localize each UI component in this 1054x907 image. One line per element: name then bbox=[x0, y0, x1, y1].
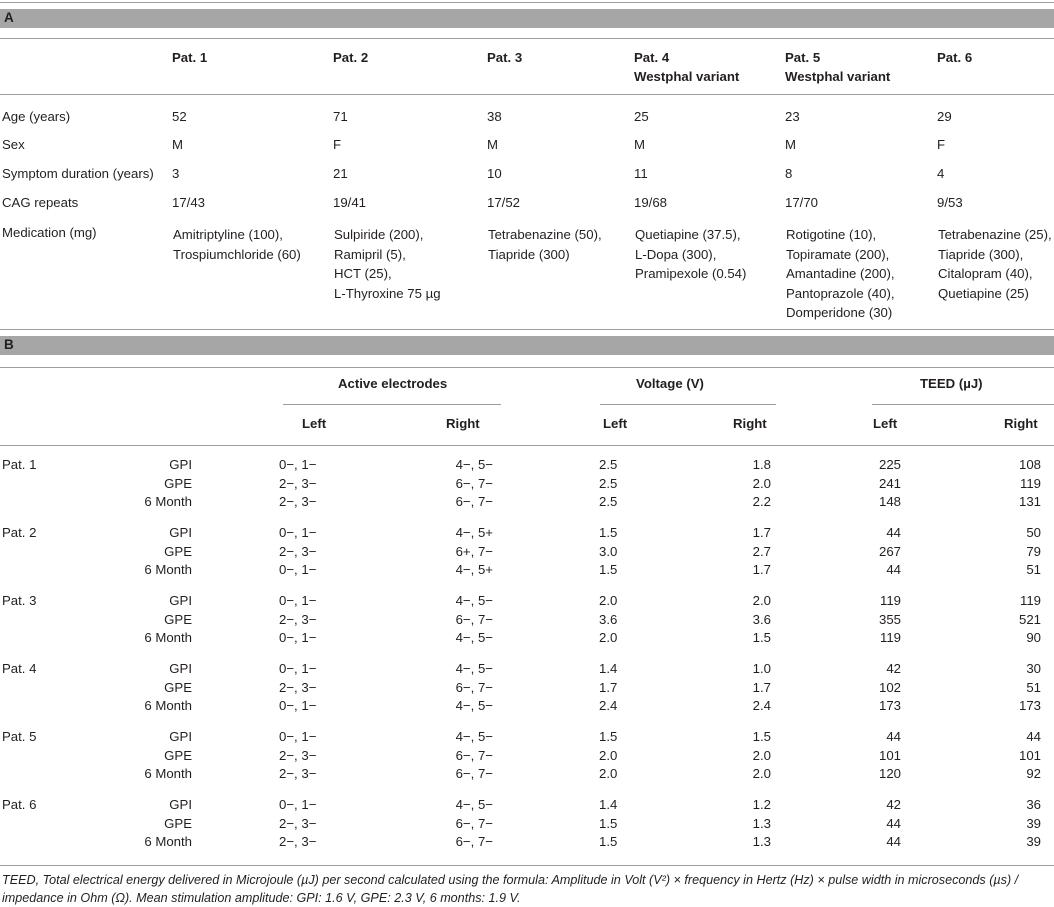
data-cell-vR: 2.0 bbox=[752, 747, 771, 763]
data-cell-tL: 44 bbox=[886, 729, 901, 744]
medication-line: HCT (25), bbox=[334, 266, 392, 281]
row-label: CAG repeats bbox=[2, 195, 79, 210]
data-cell-vL: 2.0 bbox=[599, 630, 618, 645]
medication-line: Amantadine (200), bbox=[786, 266, 895, 281]
condition-label: GPI bbox=[169, 593, 192, 608]
data-cell-eR: 4−, 5− bbox=[455, 698, 493, 713]
data-cell-tL: 148 bbox=[878, 494, 901, 509]
data-cell-eR: 6−, 7− bbox=[455, 475, 493, 491]
cell-value: 9/53 bbox=[937, 195, 963, 210]
data-cell-vR: 1.7 bbox=[752, 679, 771, 695]
medication-line: Tetrabenazine (50), bbox=[488, 227, 602, 242]
data-cell-tL: 173 bbox=[878, 698, 901, 713]
condition-label: 6 Month bbox=[144, 630, 192, 645]
subheader-right: Right bbox=[733, 416, 767, 431]
condition-label: 6 Month bbox=[144, 834, 192, 849]
section-b-header-rule bbox=[0, 367, 1054, 368]
subheader-left: Left bbox=[302, 416, 327, 431]
data-cell-tL: 225 bbox=[878, 457, 901, 472]
data-cell-tL: 102 bbox=[878, 679, 901, 695]
cell-value: 23 bbox=[785, 109, 800, 124]
data-cell-eR: 6−, 7− bbox=[455, 679, 493, 695]
medication-line: Trospiumchloride (60) bbox=[173, 246, 301, 262]
data-cell-vL: 1.5 bbox=[599, 525, 618, 540]
medication-line: Ramipril (5), bbox=[334, 246, 406, 262]
data-cell-tR: 51 bbox=[1026, 679, 1041, 695]
medication-line: Sulpiride (200), bbox=[334, 227, 424, 242]
group-header-voltage: Voltage (V) bbox=[636, 376, 704, 391]
data-cell-vL: 1.5 bbox=[599, 815, 618, 831]
data-cell-eL: 0−, 1− bbox=[279, 593, 317, 608]
data-cell-vR: 1.2 bbox=[752, 797, 771, 812]
medication-line: Citalopram (40), bbox=[938, 266, 1033, 281]
footnote-line-1: TEED, Total electrical energy delivered in Microjoule (µJ) per second calculated using the formula: Amplitude in Volt (V²) × frequency in Hertz (Hz) × pulse width in microseconds (µs) / bbox=[2, 873, 1019, 887]
patient-header: Pat. 1 bbox=[172, 50, 208, 65]
data-cell-tR: 92 bbox=[1026, 766, 1041, 781]
data-cell-tR: 30 bbox=[1026, 661, 1041, 676]
data-cell-eL: 2−, 3− bbox=[279, 494, 317, 509]
patient-header: Pat. 6 bbox=[937, 50, 973, 65]
cell-value: 19/68 bbox=[634, 195, 668, 210]
data-cell-tL: 44 bbox=[886, 834, 901, 849]
data-cell-tR: 173 bbox=[1018, 698, 1041, 713]
cell-value: 11 bbox=[634, 166, 648, 181]
group-rule-voltage bbox=[600, 404, 776, 405]
data-cell-tR: 39 bbox=[1026, 815, 1041, 831]
condition-label: GPI bbox=[169, 525, 192, 540]
data-cell-tR: 50 bbox=[1026, 525, 1041, 540]
data-cell-vR: 2.0 bbox=[752, 766, 771, 781]
patient-header: Pat. 2 bbox=[333, 50, 369, 65]
subheader-right: Right bbox=[446, 416, 480, 431]
data-cell-tR: 119 bbox=[1019, 593, 1041, 608]
data-cell-vL: 1.5 bbox=[599, 729, 618, 744]
data-cell-tR: 101 bbox=[1018, 747, 1041, 763]
data-cell-vR: 2.4 bbox=[752, 698, 771, 713]
medication-line: Quetiapine (37.5), bbox=[635, 227, 741, 242]
data-cell-tR: 521 bbox=[1018, 611, 1041, 627]
subheader-right: Right bbox=[1004, 416, 1038, 431]
data-cell-vL: 3.6 bbox=[599, 611, 618, 627]
cell-value: 71 bbox=[333, 109, 348, 124]
data-cell-vL: 2.5 bbox=[599, 475, 618, 491]
data-cell-vR: 1.5 bbox=[752, 630, 771, 645]
data-cell-eR: 6−, 7− bbox=[455, 611, 493, 627]
patient-header-variant: Westphal variant bbox=[785, 69, 891, 84]
condition-label: GPE bbox=[164, 611, 192, 627]
medication-line: Tiapride (300) bbox=[488, 246, 570, 262]
condition-label: GPE bbox=[164, 543, 192, 559]
cell-value: 29 bbox=[937, 109, 952, 124]
data-cell-eR: 4−, 5− bbox=[455, 797, 493, 812]
data-cell-vR: 3.6 bbox=[752, 611, 771, 627]
data-cell-eR: 4−, 5− bbox=[455, 457, 493, 472]
patient-label: Pat. 1 bbox=[2, 457, 37, 472]
row-label: Age (years) bbox=[2, 109, 71, 124]
data-cell-vL: 3.0 bbox=[599, 543, 618, 559]
data-cell-tL: 119 bbox=[879, 630, 901, 645]
data-cell-eR: 6−, 7− bbox=[455, 834, 493, 849]
cell-value: M bbox=[785, 137, 796, 152]
condition-label: 6 Month bbox=[144, 562, 192, 577]
data-cell-tR: 108 bbox=[1018, 457, 1041, 472]
data-cell-tR: 36 bbox=[1026, 797, 1041, 812]
condition-label: GPE bbox=[164, 815, 192, 831]
cell-value: 4 bbox=[937, 166, 945, 181]
data-cell-vL: 2.0 bbox=[599, 593, 618, 608]
cell-value: 25 bbox=[634, 109, 649, 124]
data-cell-eL: 0−, 1− bbox=[279, 630, 317, 645]
data-cell-tL: 42 bbox=[886, 661, 901, 676]
data-cell-vL: 2.5 bbox=[599, 457, 618, 472]
cell-value: 17/52 bbox=[487, 195, 521, 210]
medication-line: L-Thyroxine 75 µg bbox=[334, 285, 441, 301]
condition-label: 6 Month bbox=[144, 698, 192, 713]
section-a-header-rule bbox=[0, 38, 1054, 39]
row-label: Medication (mg) bbox=[2, 225, 97, 240]
data-cell-vR: 1.5 bbox=[752, 729, 771, 744]
medication-line: L-Dopa (300), bbox=[635, 246, 717, 262]
data-cell-eL: 2−, 3− bbox=[279, 815, 317, 831]
data-cell-eR: 4−, 5− bbox=[455, 661, 493, 676]
medication-line: Rotigotine (10), bbox=[786, 227, 877, 242]
cell-value: 38 bbox=[487, 109, 502, 124]
data-cell-vL: 1.5 bbox=[599, 834, 618, 849]
data-cell-vR: 2.7 bbox=[752, 543, 771, 559]
data-cell-vL: 2.5 bbox=[599, 494, 618, 509]
patient-header: Pat. 4 bbox=[634, 50, 670, 65]
data-cell-tR: 44 bbox=[1026, 729, 1041, 744]
data-cell-vL: 1.7 bbox=[599, 679, 618, 695]
data-cell-tL: 241 bbox=[878, 475, 901, 491]
data-cell-tR: 39 bbox=[1026, 834, 1041, 849]
data-cell-eR: 4−, 5− bbox=[455, 593, 493, 608]
bottom-rule bbox=[0, 865, 1054, 866]
condition-label: GPE bbox=[164, 747, 192, 763]
cell-value: 8 bbox=[785, 166, 793, 181]
medication-line: Quetiapine (25) bbox=[938, 285, 1029, 301]
data-cell-tR: 79 bbox=[1026, 543, 1041, 559]
data-cell-eR: 4−, 5− bbox=[455, 729, 493, 744]
data-cell-vR: 2.0 bbox=[752, 475, 771, 491]
data-cell-tL: 42 bbox=[886, 797, 901, 812]
data-cell-eR: 6−, 7− bbox=[455, 766, 493, 781]
data-cell-eL: 2−, 3− bbox=[279, 611, 317, 627]
data-cell-tL: 44 bbox=[886, 815, 901, 831]
patient-label: Pat. 2 bbox=[2, 525, 37, 540]
data-cell-vR: 1.3 bbox=[752, 834, 771, 849]
condition-label: GPI bbox=[169, 797, 192, 812]
data-cell-tL: 101 bbox=[878, 747, 901, 763]
cell-value: 10 bbox=[487, 166, 502, 181]
data-cell-eL: 2−, 3− bbox=[279, 543, 317, 559]
medication-line: Topiramate (200), bbox=[786, 246, 890, 262]
data-cell-eL: 0−, 1− bbox=[279, 729, 317, 744]
medication-line: Pramipexole (0.54) bbox=[635, 266, 747, 281]
group-header-teed: TEED (µJ) bbox=[920, 376, 983, 391]
data-cell-tR: 119 bbox=[1019, 475, 1041, 491]
medication-line: Pantoprazole (40), bbox=[786, 285, 895, 301]
data-cell-vR: 1.7 bbox=[752, 525, 771, 540]
subheader-left: Left bbox=[873, 416, 898, 431]
data-cell-eL: 0−, 1− bbox=[279, 525, 317, 540]
patient-header-variant: Westphal variant bbox=[634, 69, 740, 84]
condition-label: GPI bbox=[169, 729, 192, 744]
section-b-top-rule bbox=[0, 329, 1054, 330]
table-footnote bbox=[2, 871, 1052, 907]
medication-line: Amitriptyline (100), bbox=[173, 227, 283, 242]
patient-label: Pat. 3 bbox=[2, 593, 37, 608]
data-cell-tR: 131 bbox=[1018, 494, 1041, 509]
data-cell-eL: 2−, 3− bbox=[279, 766, 317, 781]
data-cell-vL: 1.4 bbox=[599, 661, 618, 676]
data-cell-eL: 0−, 1− bbox=[279, 457, 317, 472]
data-cell-vR: 1.3 bbox=[752, 815, 771, 831]
cell-value: M bbox=[634, 137, 645, 152]
condition-label: GPI bbox=[169, 457, 192, 472]
data-cell-eR: 4−, 5− bbox=[455, 630, 493, 645]
data-cell-tR: 90 bbox=[1026, 630, 1041, 645]
section-b-subheader-rule bbox=[0, 445, 1054, 446]
cell-value: F bbox=[937, 137, 946, 152]
footnote-line-2: impedance in Ohm (Ω). Mean stimulation amplitude: GPI: 1.6 V, GPE: 2.3 V, 6 months: 1.9 V. bbox=[2, 891, 521, 905]
data-cell-tL: 355 bbox=[878, 611, 901, 627]
medication-line: Tetrabenazine (25), bbox=[938, 227, 1052, 242]
data-cell-eL: 2−, 3− bbox=[279, 747, 317, 763]
cell-value: 21 bbox=[333, 166, 348, 181]
section-b-label: B bbox=[4, 337, 14, 352]
data-cell-eL: 2−, 3− bbox=[279, 475, 317, 491]
data-cell-vR: 2.2 bbox=[752, 494, 771, 509]
data-cell-tL: 120 bbox=[878, 766, 901, 781]
data-cell-vR: 1.7 bbox=[752, 562, 771, 577]
data-cell-eL: 0−, 1− bbox=[279, 797, 317, 812]
patient-label: Pat. 4 bbox=[2, 661, 37, 676]
row-label: Symptom duration (years) bbox=[2, 166, 154, 181]
patient-label: Pat. 6 bbox=[2, 797, 37, 812]
data-cell-eR: 4−, 5+ bbox=[455, 525, 493, 540]
data-cell-eR: 6−, 7− bbox=[455, 494, 493, 509]
medication-line: Tiapride (300), bbox=[938, 246, 1024, 262]
section-a-subheader-rule bbox=[0, 94, 1054, 95]
row-label: Sex bbox=[2, 137, 25, 152]
data-cell-tL: 44 bbox=[886, 525, 901, 540]
data-cell-vL: 1.4 bbox=[599, 797, 618, 812]
patient-label: Pat. 5 bbox=[2, 729, 37, 744]
data-cell-eL: 0−, 1− bbox=[279, 698, 317, 713]
data-cell-tL: 44 bbox=[886, 562, 901, 577]
data-cell-tL: 267 bbox=[878, 543, 901, 559]
cell-value: 52 bbox=[172, 109, 187, 124]
section-a-band bbox=[0, 9, 1054, 28]
medication-line: Domperidone (30) bbox=[786, 305, 893, 320]
group-rule-electrodes bbox=[283, 404, 501, 405]
patient-header: Pat. 3 bbox=[487, 50, 523, 65]
condition-label: GPE bbox=[164, 679, 192, 695]
data-cell-eR: 4−, 5+ bbox=[455, 562, 493, 577]
cell-value: M bbox=[172, 137, 183, 152]
condition-label: 6 Month bbox=[144, 494, 192, 509]
data-cell-vR: 1.8 bbox=[752, 457, 771, 472]
data-cell-eR: 6−, 7− bbox=[455, 747, 493, 763]
group-rule-teed bbox=[872, 404, 1054, 405]
cell-value: M bbox=[487, 137, 498, 152]
data-cell-eL: 2−, 3− bbox=[279, 679, 317, 695]
data-cell-vL: 2.0 bbox=[599, 747, 618, 763]
cell-value: 19/41 bbox=[333, 195, 367, 210]
data-cell-eR: 6−, 7− bbox=[455, 815, 493, 831]
data-cell-eL: 2−, 3− bbox=[279, 834, 317, 849]
group-header-electrodes: Active electrodes bbox=[338, 376, 448, 391]
section-a-label: A bbox=[4, 10, 14, 25]
data-cell-eL: 0−, 1− bbox=[279, 562, 317, 577]
cell-value: 17/43 bbox=[172, 195, 206, 210]
data-cell-vL: 1.5 bbox=[599, 562, 618, 577]
cell-value: 17/70 bbox=[785, 195, 819, 210]
subheader-left: Left bbox=[603, 416, 628, 431]
top-rule bbox=[0, 2, 1054, 3]
data-cell-tR: 51 bbox=[1026, 562, 1041, 577]
cell-value: F bbox=[333, 137, 342, 152]
condition-label: GPI bbox=[169, 661, 192, 676]
cell-value: 3 bbox=[172, 166, 180, 181]
condition-label: 6 Month bbox=[144, 766, 192, 781]
data-cell-eR: 6+, 7− bbox=[455, 543, 493, 559]
data-cell-tL: 119 bbox=[879, 593, 901, 608]
data-cell-eL: 0−, 1− bbox=[279, 661, 317, 676]
patient-header: Pat. 5 bbox=[785, 50, 821, 65]
section-b-band bbox=[0, 336, 1054, 355]
data-cell-vR: 1.0 bbox=[752, 661, 771, 676]
data-cell-vL: 2.4 bbox=[599, 698, 618, 713]
data-cell-vL: 2.0 bbox=[599, 766, 618, 781]
data-cell-vR: 2.0 bbox=[752, 593, 771, 608]
condition-label: GPE bbox=[164, 475, 192, 491]
